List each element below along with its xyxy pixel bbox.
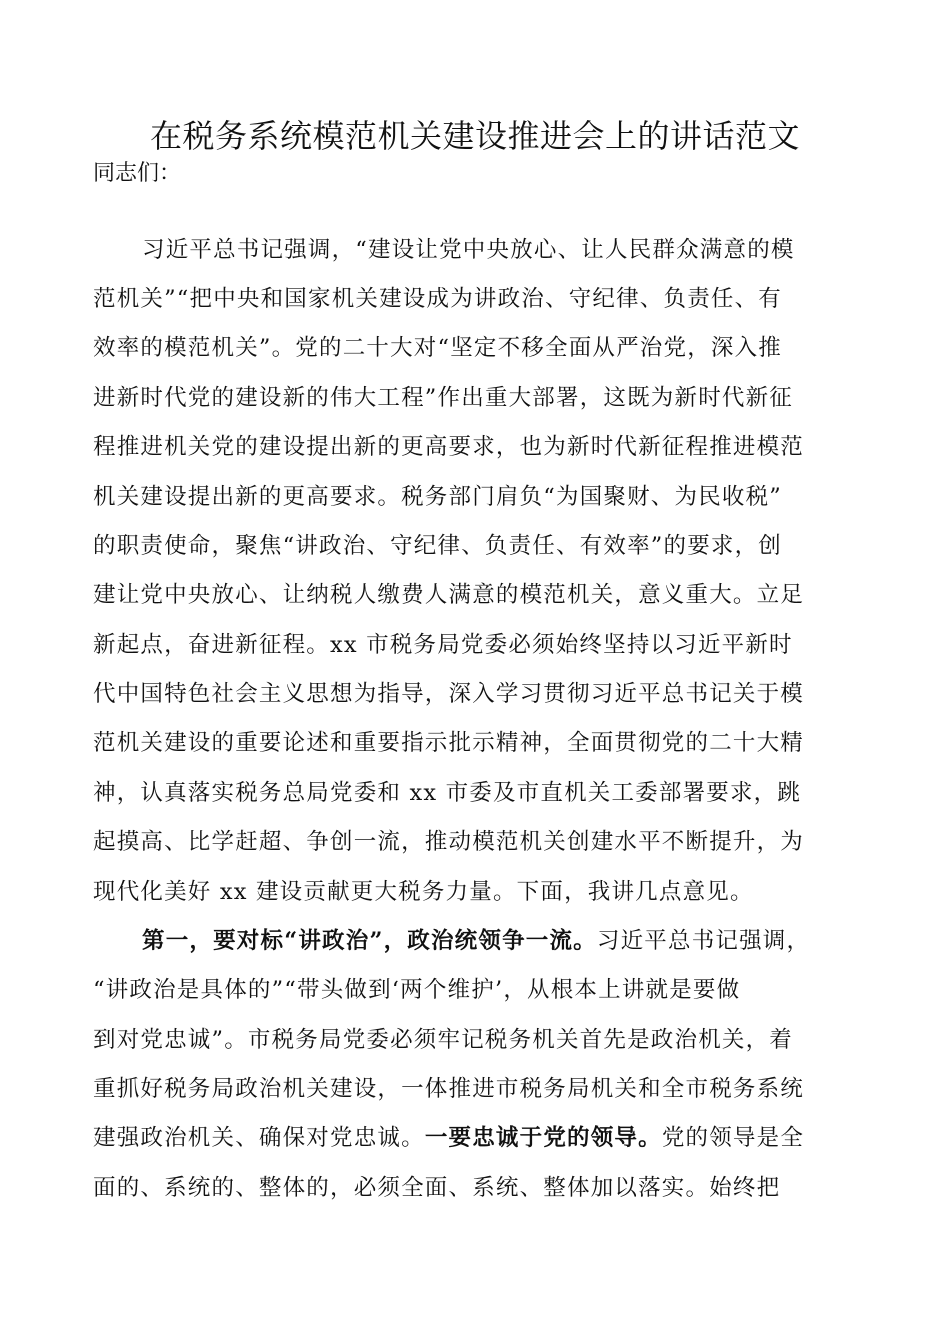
paragraph-line: 效率的模范机关”。党的二十大对“坚定不移全面从严治党，深入推 (93, 335, 783, 361)
paragraph-line: 面的、系统的、整体的，必须全面、系统、整体加以落实。始终把 (93, 1175, 781, 1201)
paragraph-line: 代中国特色社会主义思想为指导，深入学习贯彻习近平总书记关于模 (93, 681, 805, 707)
paragraph-line: 建让党中央放心、让纳税人缴费人满意的模范机关，意义重大。立足 (93, 582, 805, 608)
paragraph-line: 范机关建设的重要论述和重要指示批示精神，全面贯彻党的二十大精 (93, 730, 805, 756)
paragraph-line: 的职责使命，聚焦“讲政治、守纪律、负责任、有效率”的要求，创 (93, 533, 783, 559)
section-1-text: 习近平总书记强调， (596, 928, 811, 954)
section-1-text: 党的领导是全 (661, 1125, 805, 1151)
section-1-heading: 第一，要对标“讲政治”，政治统领争一流。 (142, 928, 597, 954)
paragraph-line: 机关建设提出新的更高要求。税务部门肩负“为国聚财、为民收税” (93, 484, 783, 510)
paragraph-line: 习近平总书记强调，“建设让党中央放心、让人民群众满意的模 (142, 237, 795, 263)
paragraph-line: 重抓好税务局政治机关建设，一体推进市税务局机关和全市税务系统 (93, 1076, 805, 1102)
section-1-text: 建强政治机关、确保对党忠诚。 (93, 1125, 425, 1151)
section-1-first-line (142, 923, 810, 959)
paragraph-line: 起摸高、比学赶超、争创一流，推动模范机关创建水平不断提升，为 (93, 829, 805, 855)
paragraph-line: 现代化美好 xx 建设贡献更大税务力量。下面，我讲几点意见。 (93, 879, 754, 905)
paragraph-line: 新起点，奋进新征程。xx 市税务局党委必须始终坚持以习近平新时 (93, 632, 793, 658)
paragraph-line: 神，认真落实税务总局党委和 xx 市委及市直机关工委部署要求，跳 (93, 780, 802, 806)
paragraph-line: 进新时代党的建设新的伟大工程”作出重大部署，这既为新时代新征 (93, 385, 794, 411)
paragraph-line (93, 1120, 804, 1156)
paragraph-line: 范机关”“把中央和国家机关建设成为讲政治、守纪律、负责任、有 (93, 286, 783, 312)
salutation: 同志们： (93, 161, 182, 186)
document-title: 在税务系统模范机关建设推进会上的讲话范文 (149, 117, 800, 155)
paragraph-line: 程推进机关党的建设提出新的更高要求，也为新时代新征程推进模范 (93, 434, 805, 460)
subpoint-heading: 一要忠诚于党的领导。 (424, 1125, 662, 1151)
paragraph-line: 到对党忠诚”。市税务局党委必须牢记税务机关首先是政治机关，着 (93, 1027, 794, 1053)
paragraph-line: “讲政治是具体的”“带头做到‘两个维护’，从根本上讲就是要做 (93, 977, 741, 1003)
